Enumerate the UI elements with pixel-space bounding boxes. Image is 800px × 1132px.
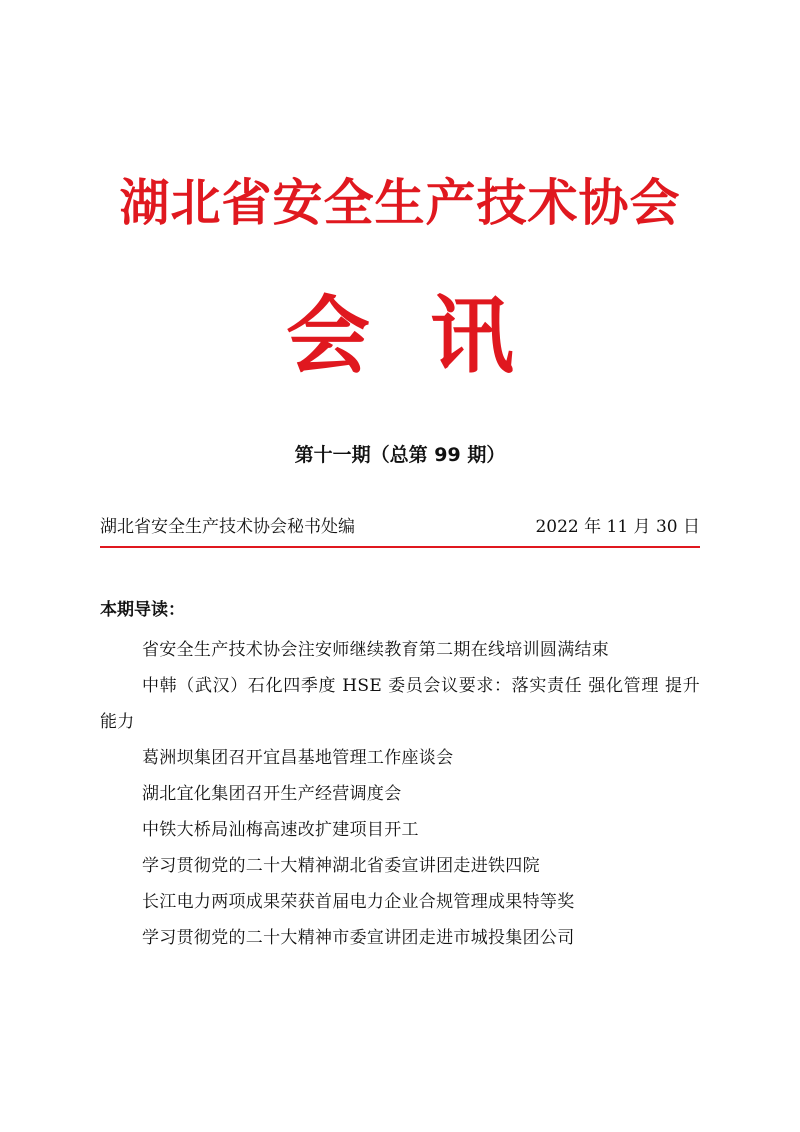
guide-item: 中铁大桥局汕梅高速改扩建项目开工 — [142, 820, 419, 840]
publication-date: 2022 年 11 月 30 日 — [535, 517, 700, 537]
guide-item: 中韩（武汉）石化四季度 HSE 委员会议要求：落实责任 强化管理 提升能力 — [100, 676, 700, 732]
guide-heading: 本期导读： — [100, 600, 185, 620]
organization-title: 湖北省安全生产技术协会 — [119, 173, 681, 232]
editor-line: 湖北省安全生产技术协会秘书处编 — [100, 517, 355, 537]
guide-list — [100, 632, 700, 956]
masthead-meta — [100, 514, 700, 540]
issue-number: 第十一期（总第 99 期） — [294, 444, 506, 466]
guide-item: 学习贯彻党的二十大精神湖北省委宣讲团走进铁四院 — [142, 856, 540, 876]
guide-item: 葛洲坝集团召开宜昌基地管理工作座谈会 — [142, 748, 454, 768]
publication-title: 会讯 — [285, 287, 574, 385]
guide-item: 湖北宜化集团召开生产经营调度会 — [142, 784, 402, 804]
guide-item: 长江电力两项成果荣获首届电力企业合规管理成果特等奖 — [142, 892, 575, 912]
guide-item: 省安全生产技术协会注安师继续教育第二期在线培训圆满结束 — [142, 640, 610, 660]
guide-item: 学习贯彻党的二十大精神市委宣讲团走进市城投集团公司 — [142, 928, 575, 948]
red-divider — [100, 546, 700, 548]
